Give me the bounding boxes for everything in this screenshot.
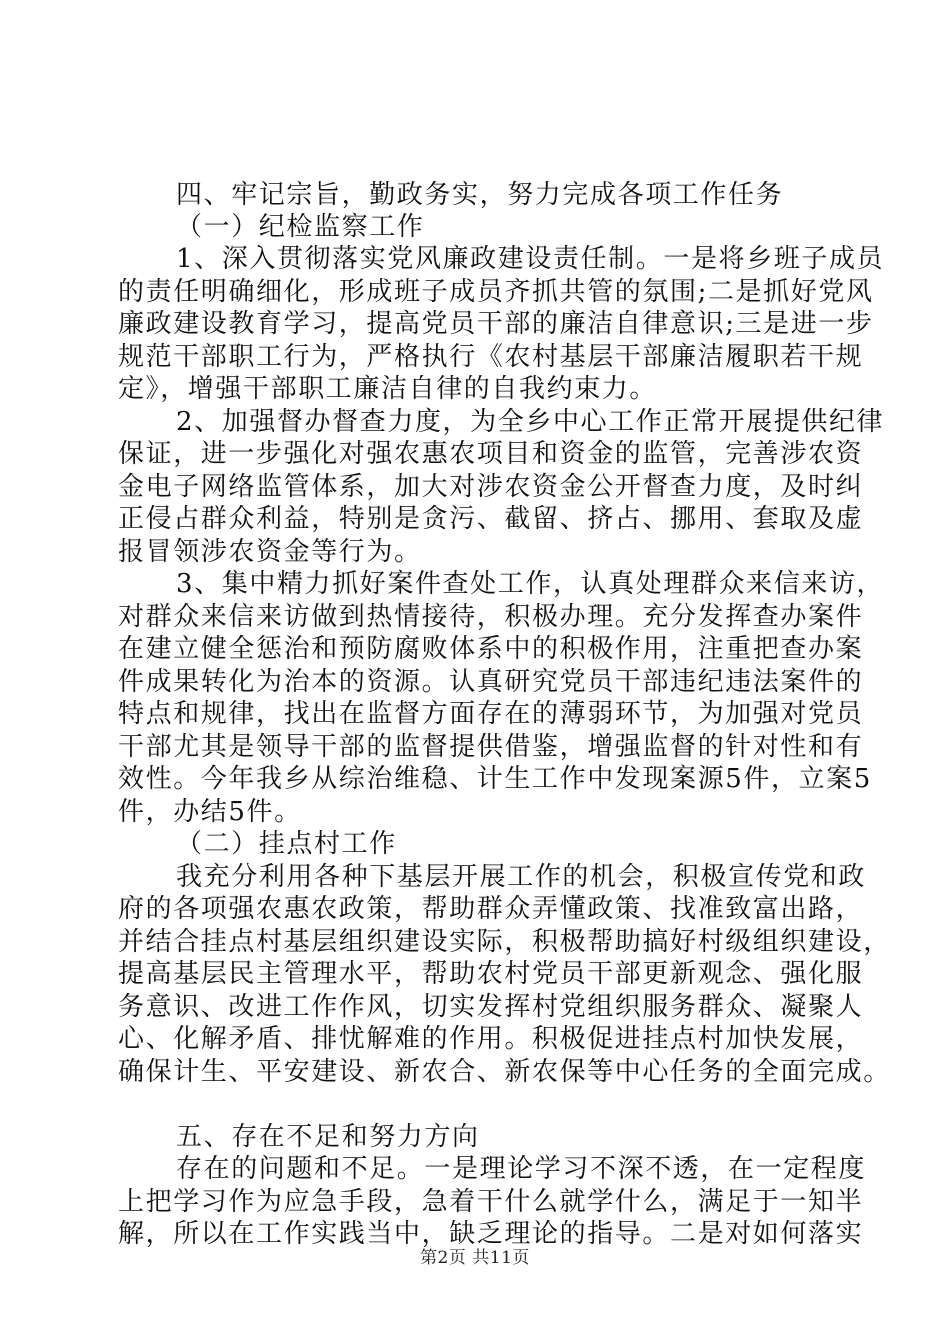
paragraph-line: 府的各项强农惠农政策，帮助群众弄懂政策、找准致富出路，: [118, 894, 864, 924]
paragraph-line: 件成果转化为治本的资源。认真研究党员干部违纪违法案件的: [118, 667, 864, 697]
paragraph-line: 件，办结5件。: [118, 797, 302, 827]
subsection-heading: （一）纪检监察工作: [176, 212, 425, 242]
paragraph-line: 对群众来信来访做到热情接待，积极办理。充分发挥查办案件: [118, 602, 864, 632]
paragraph-line: 廉政建设教育学习，提高党员干部的廉洁自律意识;三是进一步: [118, 309, 874, 339]
page-number-footer: 第2页 共11页: [420, 1248, 530, 1268]
paragraph-line: 并结合挂点村基层组织建设实际，积极帮助搞好村级组织建设，: [118, 927, 891, 957]
paragraph-line: 效性。今年我乡从综治维稳、计生工作中发现案源5件，立案5: [118, 764, 872, 794]
paragraph-line: 在建立健全惩治和预防腐败体系中的积极作用，注重把查办案: [118, 634, 864, 664]
paragraph-line: 上把学习作为应急手段，急着干什么就学什么，满足于一知半: [118, 1187, 864, 1217]
paragraph-line: 解，所以在工作实践当中，缺乏理论的指导。二是对如何落实: [118, 1219, 864, 1249]
paragraph-line: 提高基层民主管理水平，帮助农村党员干部更新观念、强化服: [118, 959, 864, 989]
subsection-heading: （二）挂点村工作: [176, 829, 397, 859]
section-heading: 四、牢记宗旨，勤政务实，努力完成各项工作任务: [176, 180, 784, 210]
paragraph-line: 特点和规律，找出在监督方面存在的薄弱环节，为加强对党员: [118, 699, 864, 729]
paragraph-line: 保证，进一步强化对强农惠农项目和资金的监管，完善涉农资: [118, 439, 864, 469]
paragraph-line: 3、集中精力抓好案件查处工作，认真处理群众来信来访，: [176, 569, 885, 599]
paragraph-line: 规范干部职工行为，严格执行《农村基层干部廉洁履职若干规: [118, 342, 864, 372]
paragraph-line: 报冒领涉农资金等行为。: [118, 537, 422, 567]
paragraph-line: 心、化解矛盾、排忧解难的作用。积极促进挂点村加快发展，: [118, 1024, 864, 1054]
paragraph-line: 确保计生、平安建设、新农合、新农保等中心任务的全面完成。: [118, 1057, 891, 1087]
paragraph-line: 正侵占群众利益，特别是贪污、截留、挤占、挪用、套取及虚: [118, 504, 864, 534]
section-heading: 五、存在不足和努力方向: [176, 1122, 480, 1152]
paragraph-line: 干部尤其是领导干部的监督提供借鉴，增强监督的针对性和有: [118, 732, 864, 762]
paragraph-line: 务意识、改进工作作风，切实发挥村党组织服务群众、凝聚人: [118, 992, 864, 1022]
paragraph-line: 的责任明确细化，形成班子成员齐抓共管的氛围;二是抓好党风: [118, 277, 874, 307]
paragraph-line: 我充分利用各种下基层开展工作的机会，积极宣传党和政: [176, 862, 867, 892]
paragraph-line: 2、加强督办督查力度，为全乡中心工作正常开展提供纪律: [176, 407, 885, 437]
paragraph-line: 1、深入贯彻落实党风廉政建设责任制。一是将乡班子成员: [176, 244, 885, 274]
paragraph-line: 存在的问题和不足。一是理论学习不深不透，在一定程度: [176, 1154, 867, 1184]
paragraph-line: 定》，增强干部职工廉洁自律的自我约束力。: [118, 374, 658, 404]
paragraph-line: 金电子网络监管体系，加大对涉农资金公开督查力度，及时纠: [118, 472, 864, 502]
